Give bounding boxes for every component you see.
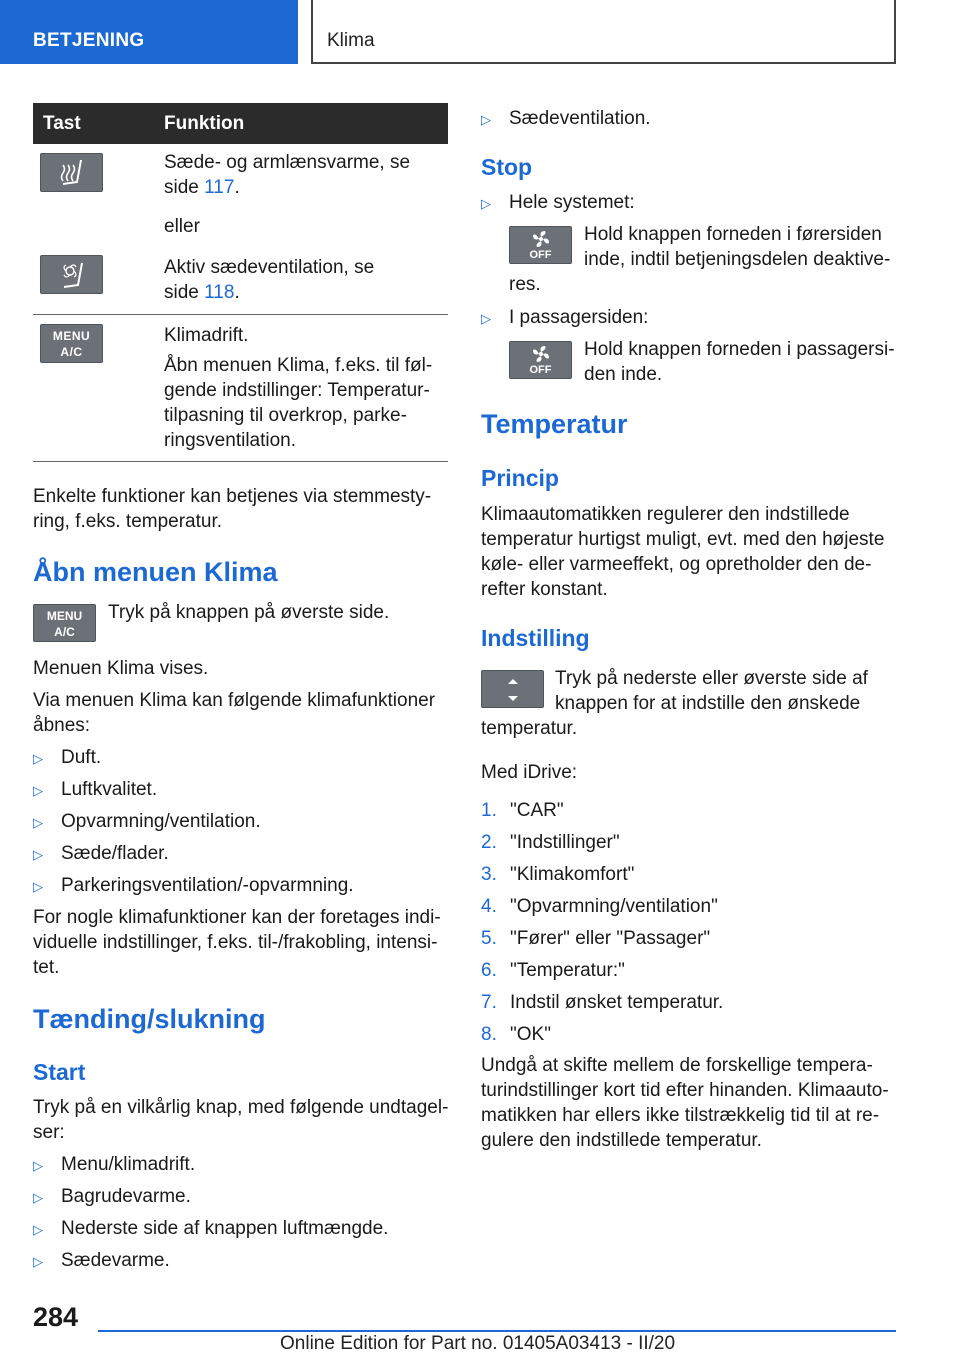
triangle-bullet-icon: ▷ <box>33 1254 43 1269</box>
heading-open-menu: Åbn menuen Klima <box>33 557 278 587</box>
triangle-bullet-icon: ▷ <box>33 1222 43 1237</box>
footer-divider <box>98 1330 896 1332</box>
via-menu-paragraph: Via menuen Klima kan følgende klimafunktioner åbnes: <box>33 690 436 736</box>
stop-all-text: Hold knappen forneden i førersiden inde, indtil betjeningsdelen deaktive- <box>584 224 891 270</box>
triangle-bullet-icon: ▷ <box>33 751 43 766</box>
table-divider <box>33 461 448 462</box>
chapter-tab <box>311 0 896 64</box>
function-table <box>33 103 448 462</box>
up-down-arrows-icon <box>482 671 545 709</box>
column-header-function: Funktion <box>164 113 245 134</box>
heading-principle: Princip <box>481 465 559 491</box>
fan-off-button-image: OFF <box>509 226 572 264</box>
chapter-title: Klima <box>327 30 375 51</box>
temperature-rocker-button-image <box>481 670 544 708</box>
principle-paragraph: Klimaautomatikken regulerer den indstillede temperatur hurtigst muligt, evt. med den højeste køle- eller varmeeffekt, og opretholder den de- refter konstant. <box>481 504 885 600</box>
seat-heating-icon <box>41 154 104 193</box>
triangle-bullet-icon: ▷ <box>33 783 43 798</box>
row2-text: Aktiv sædeventilation, se side 118. <box>164 257 375 303</box>
triangle-bullet-icon: ▷ <box>481 311 491 326</box>
heading-stop: Stop <box>481 154 533 180</box>
menu-ac-button-image: MENU A/C <box>33 604 96 642</box>
stop-passenger-text: Hold knappen forneden i passagersi- den inde. <box>584 339 895 385</box>
triangle-bullet-icon: ▷ <box>33 1158 43 1173</box>
heading-start: Start <box>33 1059 86 1085</box>
stop-all-text-end: res. <box>509 274 541 295</box>
start-paragraph: Tryk på en vilkårlig knap, med følgende undtagel- ser: <box>33 1097 449 1143</box>
or-label: eller <box>164 216 200 237</box>
intro-paragraph: Enkelte funktioner kan betjenes via stemmesty- ring, f.eks. temperatur. <box>33 486 432 532</box>
menu-ac-button-image: MENU A/C <box>40 324 103 363</box>
heading-setting: Indstilling <box>481 625 590 651</box>
edition-label: Online Edition for Part no. 01405A03413 - II/20 <box>280 1333 676 1354</box>
seat-heating-button-image <box>40 153 103 192</box>
idrive-label: Med iDrive: <box>481 762 578 783</box>
triangle-bullet-icon: ▷ <box>481 196 491 211</box>
heading-temperature: Temperatur <box>481 409 628 439</box>
triangle-bullet-icon: ▷ <box>33 847 43 862</box>
seat-ventilation-icon <box>41 256 104 295</box>
avoid-paragraph: Undgå at skifte mellem de forskellige tempera- turindstillinger kort tid efter hinanden. Klimaauto- matikken har ellers ikke tilstrækkelig tid til at re- gulere den indstillede temperatur. <box>481 1055 889 1151</box>
table-row <box>33 247 448 314</box>
triangle-bullet-icon: ▷ <box>33 1190 43 1205</box>
page-link-118[interactable]: 118 <box>204 282 235 303</box>
row3-text: Åbn menuen Klima, f.eks. til føl- gende indstillinger: Temperatur- tilpasning til overkrop, parke- ringsventilation. <box>164 355 433 451</box>
heading-on-off: Tænding/slukning <box>33 1004 266 1034</box>
table-header <box>33 103 448 144</box>
triangle-bullet-icon: ▷ <box>33 879 43 894</box>
table-row <box>33 144 448 247</box>
page-link-117[interactable]: 117 <box>204 177 235 198</box>
triangle-bullet-icon: ▷ <box>33 815 43 830</box>
fan-off-button-image: OFF <box>509 341 572 379</box>
row3-title: Klimadrift. <box>164 325 249 346</box>
individual-settings-paragraph: For nogle klimafunktioner kan der foretages indi- viduelle indstillinger, f.eks. til-/frakobling, intensi- tet. <box>33 907 441 978</box>
seat-ventilation-button-image <box>40 255 103 294</box>
setting-text-end: temperatur. <box>481 718 578 739</box>
column-header-key: Tast <box>43 113 81 134</box>
setting-text: Tryk på nederste eller øverste side af knappen for at indstille den ønskede <box>555 668 868 714</box>
menu-shown-text: Menuen Klima vises. <box>33 658 209 679</box>
open-instruction: Tryk på knappen på øverste side. <box>108 602 390 623</box>
section-title: BETJENING <box>33 30 145 51</box>
triangle-bullet-icon: ▷ <box>481 112 491 127</box>
page-number: 284 <box>33 1302 79 1332</box>
section-tab <box>0 0 298 64</box>
row1-text: Sæde- og armlænsvarme, se side 117. <box>164 152 411 198</box>
table-row <box>33 315 448 461</box>
